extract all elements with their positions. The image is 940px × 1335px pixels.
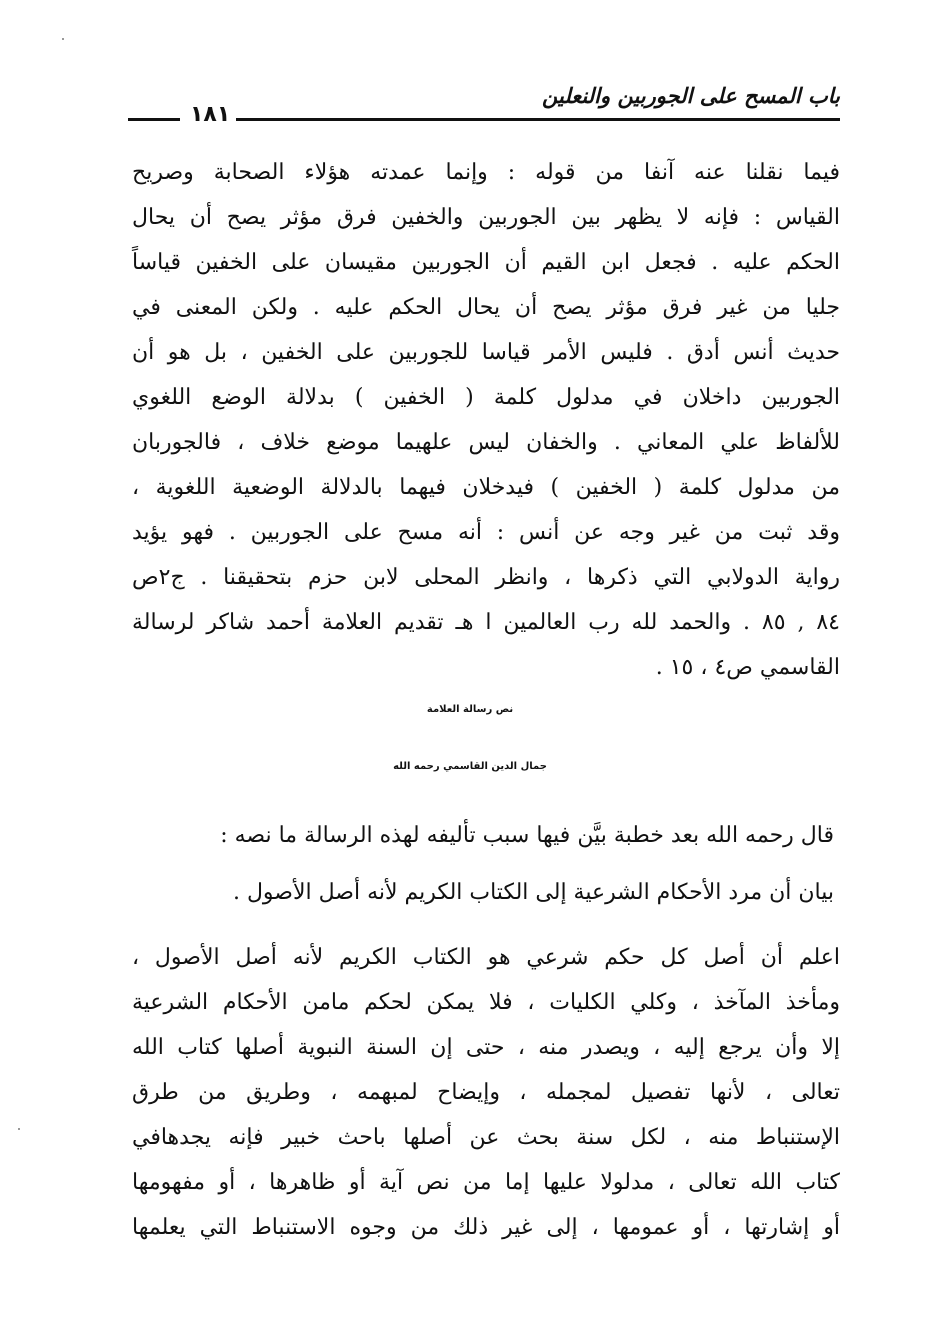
text-line: أو إشارتها ، أو عمومها ، إلى غير ذلك من وجوه الاستنباط التي يعلمها [132,1215,840,1240]
text-line: رواية الدولابي التي ذكرها ، وانظر المحلى لابن حزم بتحقيقنا . ج٢ص [132,565,841,590]
section-subheading: جمال الدين القاسمي رحمه الله [393,761,547,772]
text-line: الجوربين داخلان في مدلول كلمة ( الخفين ) بدلالة الوضع اللغوي [132,385,840,410]
text-line: إلا وأن يرجع إليه ، ويصدر منه ، حتى إن السنة النبوية أصلها كتاب الله [132,1035,840,1060]
scan-speck [62,38,64,40]
running-header [124,82,840,127]
scan-speck [18,1128,20,1130]
text-line: القياس : فإنه لا يظهر بين الجوربين والخفين فرق مؤثر يصح أن يحال [132,205,840,230]
text-line: تعالى ، لأنها تفصيل لمجمله ، وإيضاح لمبهمه ، وطريق من طرق [132,1080,840,1105]
header-left-rule [128,118,180,121]
section-heading: نص رسالة العلامة [426,704,514,715]
text-line: الحكم عليه . فجعل ابن القيم أن الجوربين مقيسان على الخفين قياساً [132,250,840,275]
text-line: فيما نقلنا عنه آنفا من قوله : وإنما عمدته هؤلاء الصحابة وصريح [132,160,840,185]
text-line: حديث أنس أدق . فليس الأمر قياسا للجوربين على الخفين ، بل هو أن [132,340,840,365]
text-line: من مدلول كلمة ( الخفين ) فيدخلان فيهما بالدلالة الوضعية اللغوية ، [132,475,840,500]
text-line: كتاب الله تعالى ، مدلولا عليها إما من نص آية أو ظاهرها ، أو مفهومها [132,1170,840,1195]
intro-line: بيان أن مرد الأحكام الشرعية إلى الكتاب الكريم لأنه أصل الأصول . [232,880,834,905]
intro-line: قال رحمه الله بعد خطبة بيَّن فيها سبب تأليفه لهذه الرسالة ما نصه : [220,823,834,848]
text-line: ومأخذ المآخذ ، وكلي الكليات ، فلا يمكن لحكم مامن الأحكام الشرعية [132,990,840,1015]
header-rule [236,118,840,121]
text-line: وقد ثبت من غير وجه عن أنس : أنه مسح على الجوربين . فهو يؤيد [132,520,840,545]
chapter-title: باب المسح على الجوربين والنعلين [542,84,840,108]
text-line: اعلم أن أصل كل حكم شرعي هو الكتاب الكريم لأنه أصل الأصول ، [132,945,840,970]
text-line: الإستنباط منه ، لكل سنة بحث عن أصلها باحث خبير فإنه يجدهافي [132,1125,840,1150]
paragraph-main [132,935,840,1250]
paragraph-commentary [132,150,840,690]
text-line: القاسمي ص٤ ، ١٥ . [655,655,840,680]
text-line: جليا من غير فرق مؤثر يصح أن يحال الحكم عليه . ولكن المعنى في [132,295,840,320]
text-line: ٨٤ , ٨٥ . والحمد لله رب العالمين ا هـ تقديم العلامة أحمد شاكر لرسالة [132,610,840,635]
text-line: للألفاظ علي المعاني . والخفان ليس علهيما موضع خلاف ، فالجوربان [132,430,840,455]
page-number: ١٨١ [186,102,234,127]
